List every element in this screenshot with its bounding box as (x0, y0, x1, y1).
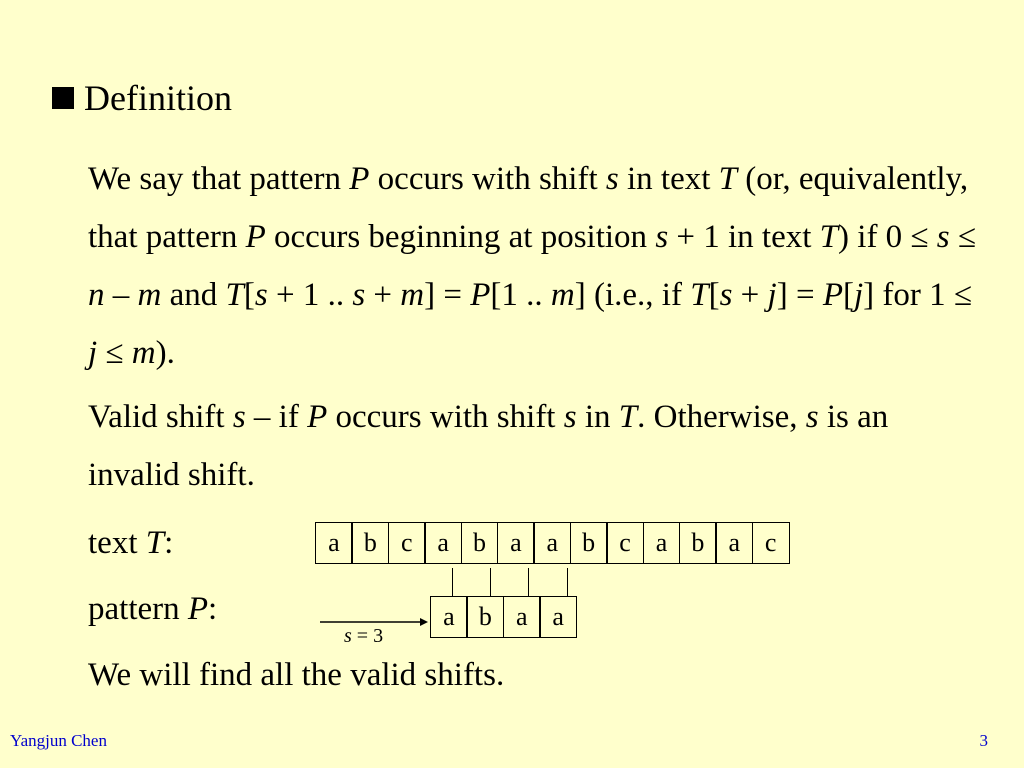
var-P: P (470, 277, 491, 313)
pattern-cell: a (430, 596, 468, 638)
def-text: – (104, 277, 138, 313)
footer-author: Yangjun Chen (10, 731, 107, 750)
pattern-cell: b (466, 596, 504, 638)
text-cell: a (424, 522, 462, 564)
var-s: s (352, 277, 366, 313)
valid-text: – if (245, 399, 308, 435)
alignment-tick (452, 568, 453, 596)
def-text: [ (243, 277, 255, 313)
section-heading (52, 76, 232, 120)
var-s: s (605, 161, 619, 197)
var-T: T (145, 525, 165, 561)
text-cell: a (715, 522, 753, 564)
var-T: T (718, 161, 737, 197)
def-text: ≤ (97, 335, 132, 371)
def-text: occurs beginning at position (265, 219, 656, 255)
def-text: [ (843, 277, 854, 313)
var-s: s (719, 277, 733, 313)
var-m: m (550, 277, 575, 313)
var-m: m (131, 335, 156, 371)
valid-text: is an invalid shift. (88, 399, 889, 493)
text-cell: a (643, 522, 681, 564)
text-cell: c (752, 522, 790, 564)
var-s: s (254, 277, 268, 313)
var-s: s (232, 399, 246, 435)
var-T: T (819, 219, 839, 255)
def-text: + 1 in text (668, 219, 820, 255)
alignment-tick (490, 568, 491, 596)
var-T: T (618, 399, 638, 435)
text-cell: c (388, 522, 426, 564)
text-label-post: : (164, 525, 174, 561)
def-text: ] for 1 ≤ (863, 277, 973, 313)
var-T: T (690, 277, 709, 313)
pattern-array (430, 596, 577, 638)
var-j: j (88, 335, 98, 371)
var-j: j (767, 277, 777, 313)
def-text: + 1 .. (267, 277, 353, 313)
var-s: s (805, 399, 819, 435)
text-label-pre: text (88, 525, 146, 561)
def-text: and (161, 277, 226, 313)
var-n: n (88, 277, 105, 313)
text-cell: a (497, 522, 535, 564)
def-text: [ (708, 277, 720, 313)
pattern-cell: a (503, 596, 541, 638)
var-P: P (187, 591, 209, 627)
text-cell: a (315, 522, 353, 564)
text-array (315, 522, 790, 564)
def-text: ) if 0 ≤ (838, 219, 937, 255)
pattern-label-pre: pattern (88, 591, 188, 627)
def-text: We say that pattern (88, 161, 350, 197)
var-m: m (137, 277, 162, 313)
def-text: ] (i.e., if (574, 277, 691, 313)
valid-text: . Otherwise, (637, 399, 806, 435)
def-text: in text (618, 161, 719, 197)
def-text: [1 .. (490, 277, 551, 313)
valid-text: Valid shift (88, 399, 233, 435)
var-P: P (822, 277, 843, 313)
text-cell: b (679, 522, 717, 564)
valid-shift-paragraph (88, 388, 988, 504)
page-number: 3 (979, 731, 988, 750)
text-cell: a (533, 522, 571, 564)
closing-text: We will find all the valid shifts. (88, 657, 505, 693)
var-T: T (225, 277, 244, 313)
var-P: P (245, 219, 266, 255)
shift-value: = 3 (351, 625, 384, 647)
shift-label (344, 624, 383, 648)
def-text: + (732, 277, 768, 313)
def-text: occurs with shift (369, 161, 606, 197)
var-s: s (936, 219, 950, 255)
definition-paragraph (88, 150, 988, 382)
valid-text: in (576, 399, 619, 435)
pattern-cell: a (539, 596, 577, 638)
text-cell: b (570, 522, 608, 564)
def-text: ] = (776, 277, 823, 313)
var-j: j (854, 277, 864, 313)
var-s: s (655, 219, 669, 255)
def-text: ≤ (949, 219, 977, 255)
def-text: ] = (424, 277, 471, 313)
var-P: P (307, 399, 328, 435)
text-cell: b (461, 522, 499, 564)
valid-text: occurs with shift (327, 399, 564, 435)
text-cell: c (606, 522, 644, 564)
def-text: (or, equivalently, that pattern (88, 161, 969, 255)
text-cell: b (351, 522, 389, 564)
var-P: P (349, 161, 370, 197)
heading-text: Definition (84, 78, 232, 118)
square-bullet-icon (52, 87, 74, 109)
def-text: + (365, 277, 401, 313)
var-s: s (344, 625, 352, 647)
var-m: m (400, 277, 425, 313)
var-s: s (563, 399, 577, 435)
pattern-label-post: : (208, 591, 218, 627)
alignment-tick (528, 568, 529, 596)
def-text: ). (155, 335, 175, 371)
alignment-tick (567, 568, 568, 596)
